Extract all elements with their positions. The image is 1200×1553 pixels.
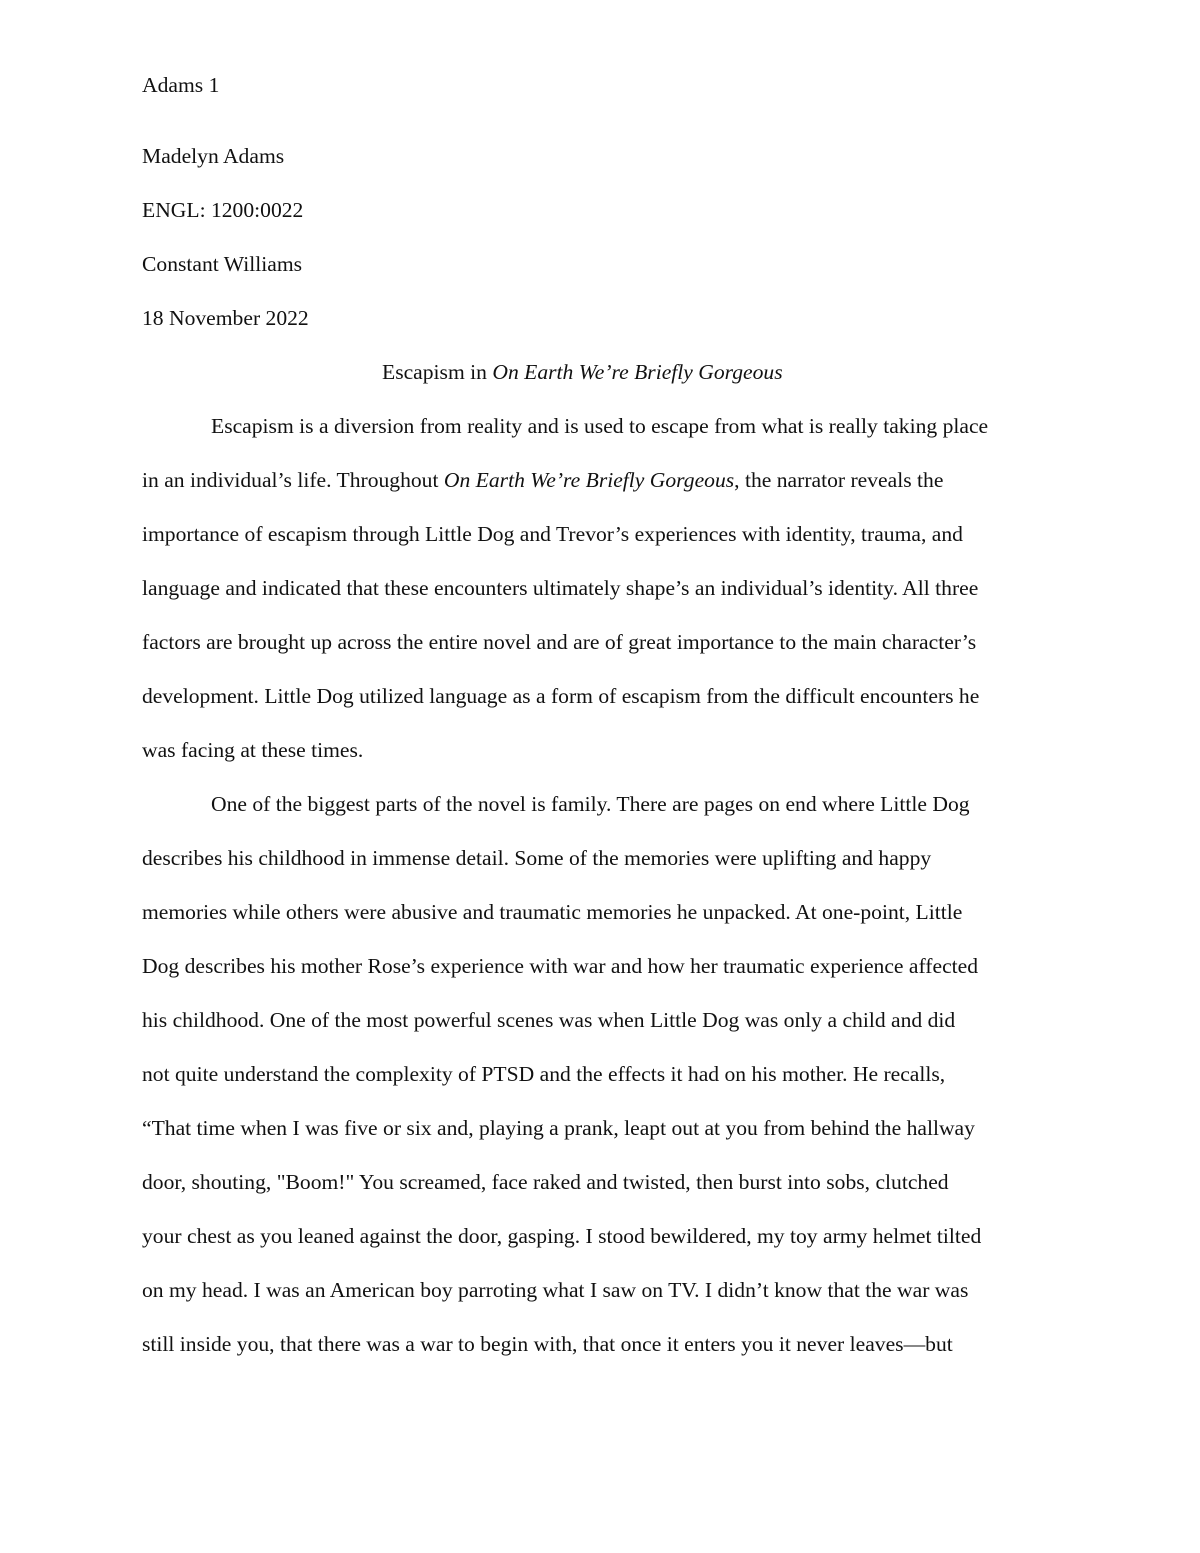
p1-line-2 bbox=[142, 465, 943, 495]
course-code: ENGL: 1200:0022 bbox=[142, 198, 304, 222]
essay-title bbox=[382, 357, 783, 387]
author-name: Madelyn Adams bbox=[142, 144, 285, 168]
p1-line-2-pre: in an individual’s life. Throughout bbox=[142, 468, 444, 492]
p1-line-3: importance of escapism through Little Dog and Trevor’s experiences with identity, trauma, and bbox=[142, 522, 963, 546]
title-book: On Earth We’re Briefly Gorgeous bbox=[492, 360, 783, 384]
p2-line-4: Dog describes his mother Rose’s experience with war and how her traumatic experience affected bbox=[142, 954, 979, 978]
p2-line-7: “That time when I was five or six and, playing a prank, leapt out at you from behind the hallway bbox=[142, 1116, 975, 1140]
instructor-name: Constant Williams bbox=[142, 252, 303, 276]
p1-line-5: factors are brought up across the entire novel and are of great importance to the main character’s bbox=[142, 630, 977, 654]
p1-line-1: Escapism is a diversion from reality and is used to escape from what is really taking place bbox=[211, 414, 989, 438]
p2-line-10: on my head. I was an American boy parroting what I saw on TV. I didn’t know that the war was bbox=[142, 1278, 969, 1302]
p1-line-7: was facing at these times. bbox=[142, 738, 364, 762]
p2-line-8: door, shouting, "Boom!" You screamed, face raked and twisted, then burst into sobs, clutched bbox=[142, 1170, 949, 1194]
p1-line-4: language and indicated that these encounters ultimately shape’s an individual’s identity. All three bbox=[142, 576, 979, 600]
running-head: Adams 1 bbox=[142, 73, 220, 97]
essay-date: 18 November 2022 bbox=[142, 306, 309, 330]
p1-line-2-book: On Earth We’re Briefly Gorgeous bbox=[443, 468, 735, 492]
p2-line-11: still inside you, that there was a war to begin with, that once it enters you it never leaves—but bbox=[142, 1332, 953, 1356]
p2-line-6: not quite understand the complexity of PTSD and the effects it had on his mother. He recalls, bbox=[142, 1062, 946, 1086]
p2-line-1: One of the biggest parts of the novel is family. There are pages on end where Little Dog bbox=[211, 792, 970, 816]
p2-line-2: describes his childhood in immense detail. Some of the memories were uplifting and happy bbox=[142, 846, 932, 870]
p1-line-2-post: , the narrator reveals the bbox=[734, 468, 944, 492]
p2-line-5: his childhood. One of the most powerful scenes was when Little Dog was only a child and did bbox=[142, 1008, 956, 1032]
p2-line-3: memories while others were abusive and traumatic memories he unpacked. At one-point, Little bbox=[142, 900, 963, 924]
p2-line-9: your chest as you leaned against the door, gasping. I stood bewildered, my toy army helmet tilted bbox=[142, 1224, 982, 1248]
p1-line-6: development. Little Dog utilized language as a form of escapism from the difficult encounters he bbox=[142, 684, 980, 708]
title-prefix: Escapism in bbox=[382, 360, 493, 384]
